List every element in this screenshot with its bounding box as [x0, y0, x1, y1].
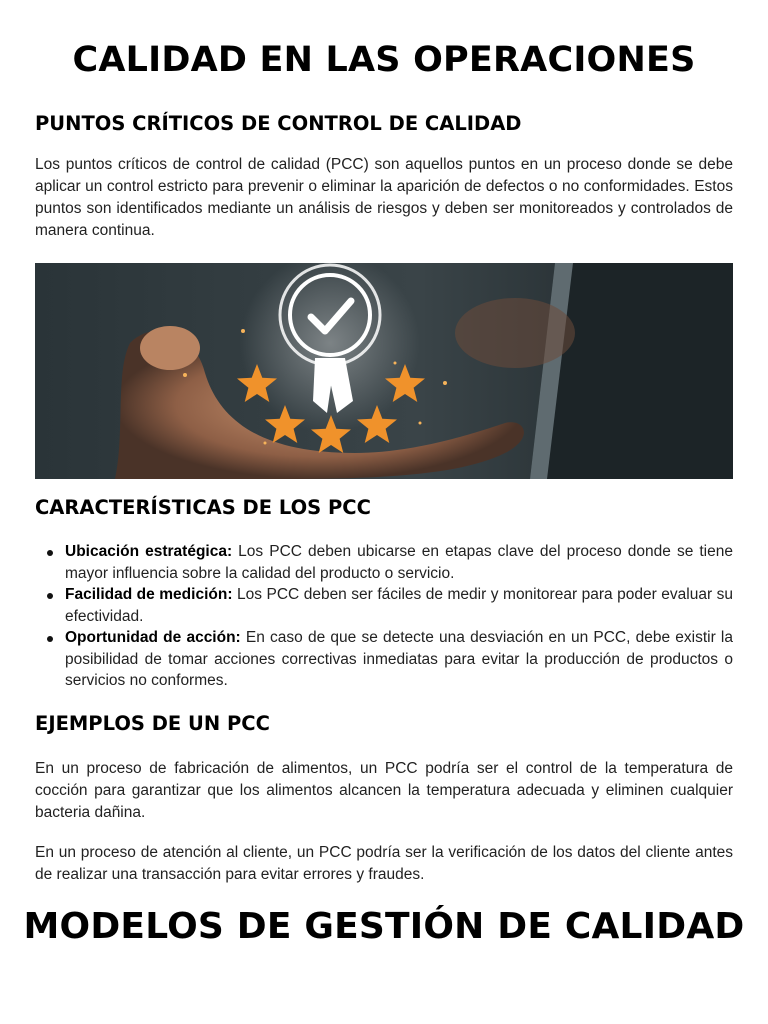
section-heading-ejemplos: EJEMPLOS DE UN PCC — [35, 712, 270, 735]
hero-image — [35, 263, 733, 479]
next-section-title: MODELOS DE GESTIÓN DE CALIDAD — [23, 906, 745, 947]
list-item — [35, 541, 733, 584]
list-item-text: Los PCC deben ser fáciles de medir y monitorear para poder evaluar su efectividad. — [65, 586, 733, 625]
page-title: CALIDAD EN LAS OPERACIONES — [72, 40, 696, 80]
list-item-label: Ubicación estratégica: — [65, 543, 233, 560]
caracteristicas-list — [35, 541, 733, 692]
list-item-text: En caso de que se detecte una desviación en un PCC, debe existir la posibilidad de tomar acciones correctivas inmediatas para evitar la producción de productos o servicios no conformes. — [65, 629, 733, 689]
list-item-text: Los PCC deben ubicarse en etapas clave del proceso donde se tiene mayor influencia sobre la calidad del producto o servicio. — [65, 543, 733, 582]
section-heading-pcc: PUNTOS CRÍTICOS DE CONTROL DE CALIDAD — [35, 112, 522, 135]
list-item-label: Oportunidad de acción: — [65, 629, 241, 646]
list-item — [35, 584, 733, 627]
list-item-label: Facilidad de medición: — [65, 586, 233, 603]
section-heading-caracteristicas: CARACTERÍSTICAS DE LOS PCC — [35, 496, 371, 519]
bullet — [47, 593, 53, 599]
bullet — [47, 636, 53, 642]
bullet — [47, 550, 53, 556]
pcc-paragraph: Los puntos críticos de control de calidad (PCC) son aquellos puntos en un proceso donde se debe aplicar un control estricto para prevenir o eliminar la aparición de defectos o no conformidades. Estos puntos son identificados mediante un análisis de riesgos y deben ser monitoreados y controlados de manera continua. — [35, 156, 733, 239]
ejemplo-paragraph-2: En un proceso de atención al cliente, un PCC podría ser la verificación de los datos del cliente antes de realizar una transacción para evitar errores y fraudes. — [35, 844, 733, 883]
ejemplo-paragraph-1: En un proceso de fabricación de alimentos, un PCC podría ser el control de la temperatura de cocción para garantizar que los alimentos alcancen la temperatura adecuada y eliminen cualquier bacteria dañina. — [35, 760, 733, 821]
list-item — [35, 627, 733, 692]
